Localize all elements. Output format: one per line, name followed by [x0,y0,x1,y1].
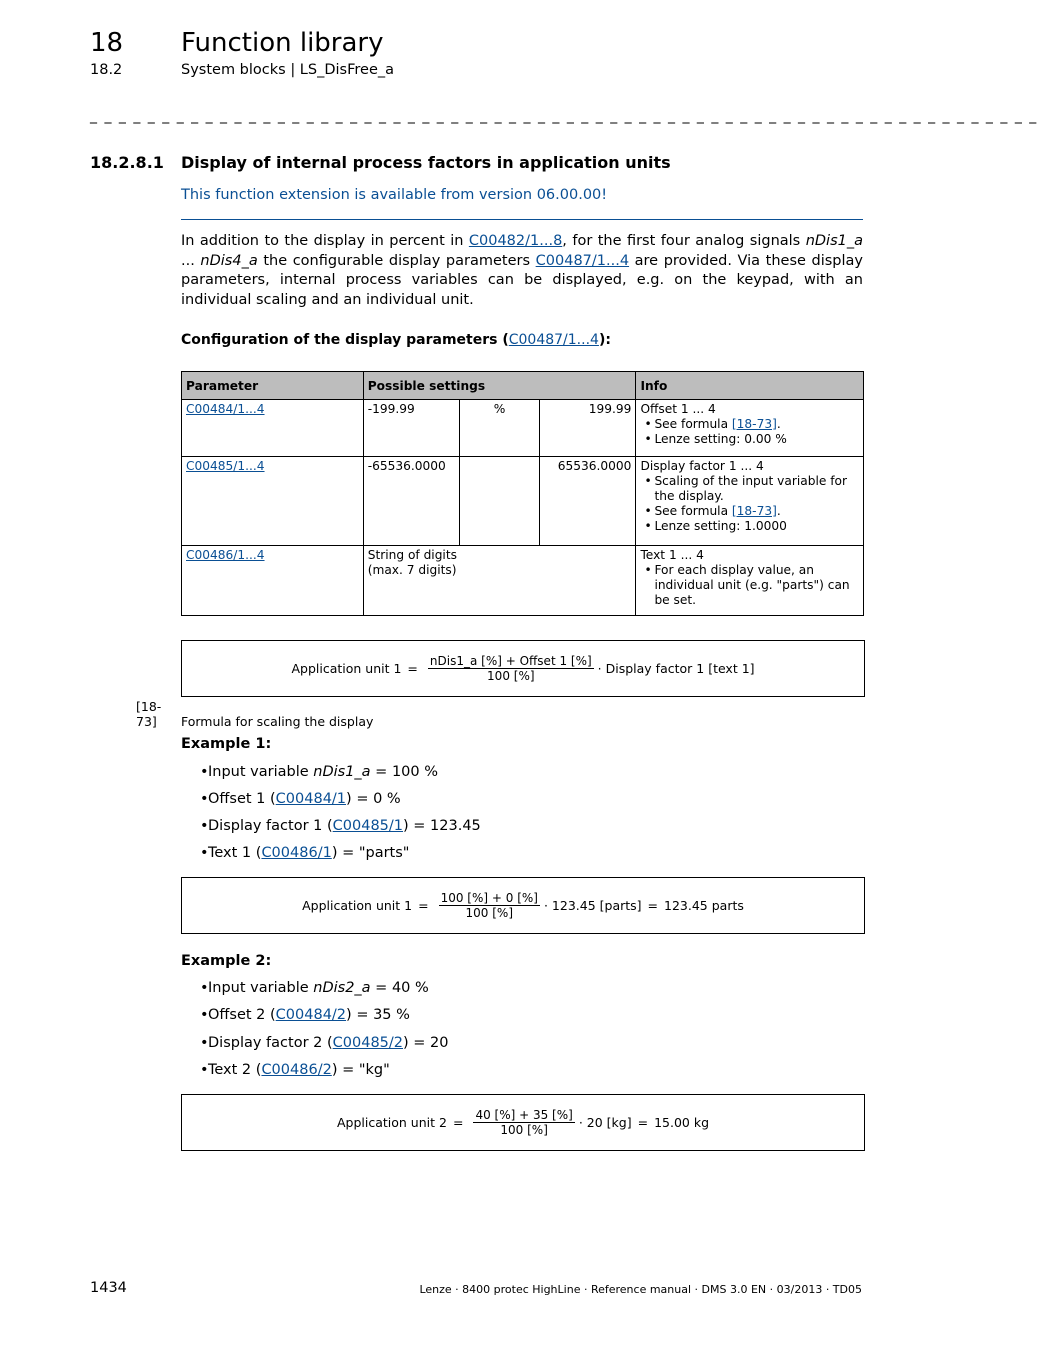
formula-equals: = [407,661,418,676]
max-value: 65536.0000 [540,457,636,546]
header-separator: _ _ _ _ _ _ _ _ _ _ _ _ _ _ _ _ _ _ _ _ _ _ _ _ _ _ _ _ _ _ _ _ _ _ _ _ _ _ _ _ _ _ _ _ _ _ _ _ _ _ _ _ _ _ _ _ _ _ _ _ _ _ _ _ _ _ [90,108,1038,124]
formula-equals: = [452,1115,464,1130]
formula-fraction [428,654,594,683]
example2-list [181,980,449,1089]
formula-result: 123.45 parts [664,898,744,913]
link-c00486-1[interactable]: C00486/1 [261,845,332,861]
link-c00484-1[interactable]: C00484/1 [275,791,347,807]
info-cell [636,546,864,616]
list-item: • Scaling of the input variable for the display. [654,474,859,504]
example1-formula-box [181,877,865,934]
max-value: 199.99 [540,400,636,457]
formula-lhs: Application unit 1 [291,661,402,676]
intro-paragraph: In addition to the display in percent in C00482/1...8, for the first four analog signals nDis1_a ... nDis4_a the configurable display parameters C00487/1...4 are provided. Via these display parameters, internal process variables can be displayed, e.g. on the keypad, with an individual scaling and an individual unit. [181,233,863,308]
section-title: System blocks | LS_DisFree_a [181,62,394,78]
list-item: • Offset 1 (C00484/1) = 0 % [181,791,481,818]
list-item: • Lenze setting: 1.0000 [654,519,859,534]
formula-box [181,640,865,697]
config-heading: Configuration of the display parameters (C00487/1...4): [181,332,611,348]
min-value: -199.99 [363,400,459,457]
chapter-title: Function library [181,28,384,58]
page-number: 1434 [90,1280,127,1296]
formula-caption [136,699,373,729]
example1-list [181,764,481,872]
list-item: • Lenze setting: 0.00 % [654,432,859,447]
link-c00487[interactable]: C00487/1...4 [535,252,630,269]
var-ndis1: nDis1_a [805,233,863,249]
version-note: This function extension is available from version 06.00.00! [181,187,608,203]
unit-value [459,457,540,546]
formula-fraction [439,891,540,920]
caption-text: Formula for scaling the display [181,714,374,729]
formula-fraction [473,1108,574,1137]
parameter-table [181,371,864,616]
header-info: Info [636,372,864,400]
link-config-c00487[interactable]: C00487/1...4 [508,332,599,348]
info-title: Display factor 1 ... 4 [640,459,764,473]
table-row [182,457,864,546]
link-c00484-2[interactable]: C00484/2 [275,1007,347,1023]
header-possible-settings: Possible settings [363,372,636,400]
formula-equals: = [637,1115,649,1130]
settings-line: (max. 7 digits) [367,563,457,577]
chapter-number: 18 [90,28,124,58]
list-item: • See formula [18-73]. [654,504,859,519]
example1-heading: Example 1: [181,736,272,752]
fraction-denominator: 100 [%] [500,1123,548,1137]
link-formula[interactable]: [18-73] [731,504,777,518]
formula-result: 15.00 kg [654,1115,710,1130]
link-c00486[interactable]: C00486/1...4 [186,548,265,562]
formula-lhs: Application unit 2 [336,1115,447,1130]
link-c00482[interactable]: C00482/1...8 [468,233,563,249]
info-title: Text 1 ... 4 [640,548,704,562]
link-formula[interactable]: [18-73] [731,417,777,431]
list-item: • Text 1 (C00486/1) = "parts" [181,845,481,872]
link-c00485[interactable]: C00485/1...4 [186,459,265,473]
formula-factor: · 20 [kg] [578,1115,632,1130]
formula-equals: = [418,898,429,913]
link-c00486-2[interactable]: C00486/2 [261,1062,332,1078]
fraction-denominator: 100 [%] [465,906,514,920]
fraction-numerator: 40 [%] + 35 [%] [475,1108,573,1122]
section-number: 18.2 [90,62,123,78]
list-item: • Input variable nDis1_a = 100 % [181,764,481,791]
fraction-numerator: nDis1_a [%] + Offset 1 [%] [429,654,592,668]
example2-formula-box [181,1094,865,1151]
list-item: • For each display value, an individual unit (e.g. "parts") can be set. [654,563,859,608]
example2-heading: Example 2: [181,953,272,969]
link-c00484[interactable]: C00484/1...4 [186,402,265,416]
table-row [182,546,864,616]
list-item: • Display factor 1 (C00485/1) = 123.45 [181,818,481,845]
note-divider [181,219,863,220]
fraction-numerator: 100 [%] + 0 [%] [440,891,538,905]
settings-cell [363,546,636,616]
list-item: • Text 2 (C00486/2) = "kg" [181,1062,449,1089]
unit-value: % [459,400,540,457]
settings-line: String of digits [367,548,457,562]
info-cell [636,400,864,457]
link-c00485-1[interactable]: C00485/1 [332,818,404,834]
min-value: -65536.0000 [363,457,459,546]
var-ndis4: nDis4_a [200,252,258,269]
list-item: • Input variable nDis2_a = 40 % [181,980,449,1007]
caption-tag: [18-73] [136,699,162,729]
info-cell [636,457,864,546]
list-item: • Offset 2 (C00484/2) = 35 % [181,1007,449,1035]
table-header-row [182,372,864,400]
formula-rhs: · Display factor 1 [text 1] [597,661,755,676]
link-c00485-2[interactable]: C00485/2 [332,1035,404,1051]
subsection-number: 18.2.8.1 [90,153,164,172]
formula-lhs: Application unit 1 [302,898,413,913]
table-row [182,400,864,457]
header-parameter: Parameter [182,372,364,400]
footer-text: Lenze · 8400 protec HighLine · Reference manual · DMS 3.0 EN · 03/2013 · TD05 [419,1283,862,1296]
info-title: Offset 1 ... 4 [640,402,716,416]
fraction-denominator: 100 [%] [487,669,535,683]
list-item: • See formula [18-73]. [654,417,859,432]
list-item: • Display factor 2 (C00485/2) = 20 [181,1035,449,1062]
formula-equals: = [647,898,659,913]
formula-factor: · 123.45 [parts] [543,898,642,913]
subsection-title: Display of internal process factors in application units [181,153,671,172]
